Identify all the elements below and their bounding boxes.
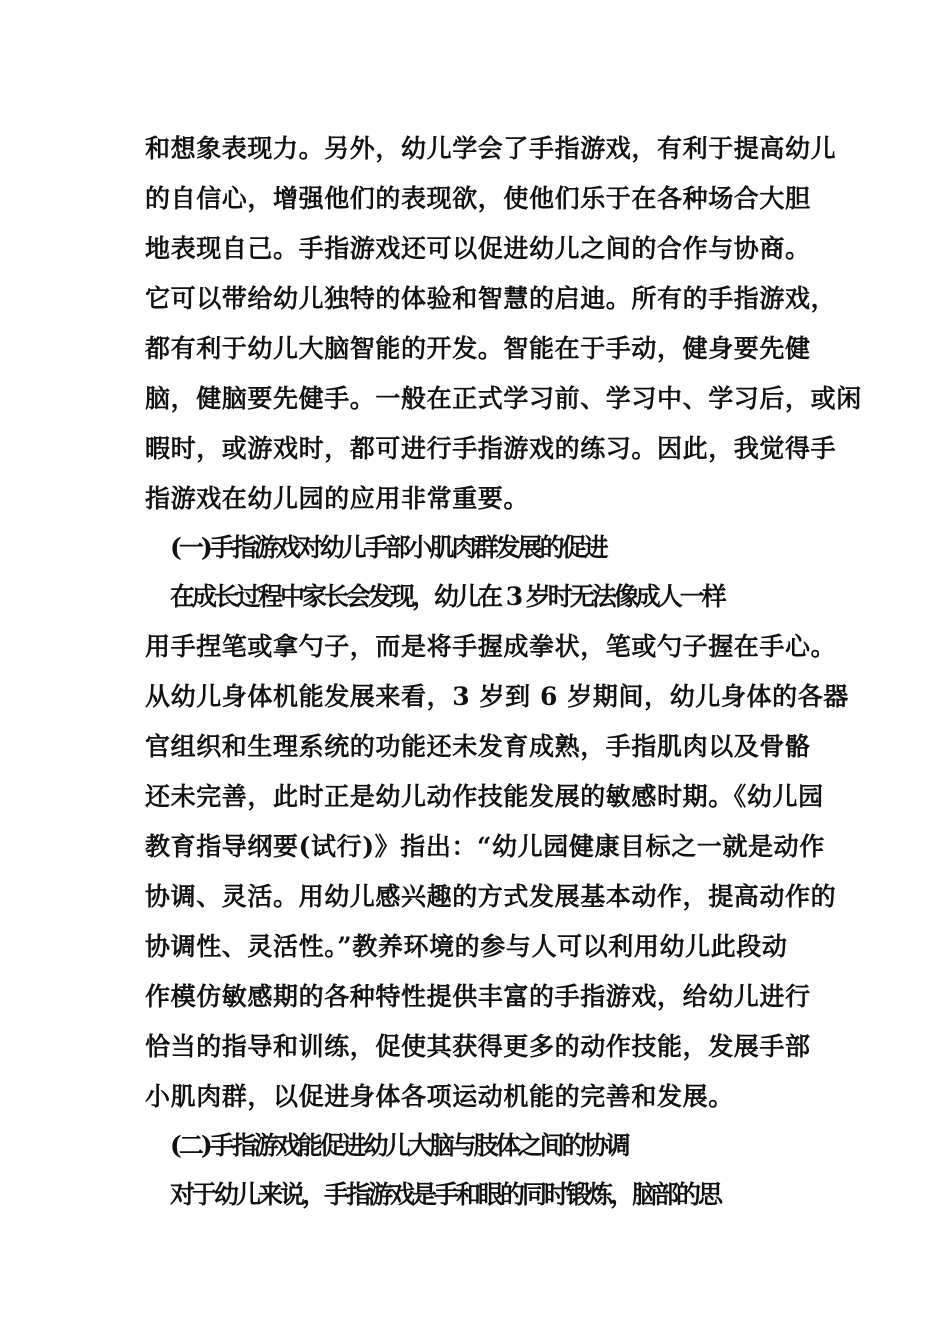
paragraph-line: 从幼儿身体机能发展来看，3 岁到 6 岁期间，幼儿身体的各器 — [145, 682, 849, 711]
paragraph-line: 地表现自己。手指游戏还可以促进幼儿之间的合作与协商。 — [145, 234, 811, 263]
paragraph-line: 暇时，或游戏时，都可进行手指游戏的练习。因此，我觉得手 — [145, 434, 837, 463]
paragraph-line: 教育指导纲要(试行)》指出：“幼儿园健康目标之一就是动作 — [145, 832, 825, 861]
paragraph-line: 小肌肉群，以促进身体各项运动机能的完善和发展。 — [145, 1082, 734, 1111]
paragraph-line: 用手捏笔或拿勺子，而是将手握成拳状，笔或勺子握在手心。 — [145, 632, 837, 661]
paragraph-line: 官组织和生理系统的功能还未发育成熟，手指肌肉以及骨骼 — [145, 732, 811, 761]
paragraph-line: 指游戏在幼儿园的应用非常重要。 — [145, 484, 530, 513]
paragraph-line: 作模仿敏感期的各种特性提供丰富的手指游戏，给幼儿进行 — [145, 982, 811, 1011]
paragraph-line: 恰当的指导和训练，促使其获得更多的动作技能，发展手部 — [145, 1032, 811, 1061]
paragraph-line: 对于幼儿来说，手指游戏是手和眼的同时锻炼，脑部的思 — [170, 1180, 721, 1209]
paragraph-line: 在成长过程中家长会发现，幼儿在 3 岁时无法像成人一样 — [170, 582, 724, 611]
paragraph-line: 和想象表现力。另外，幼儿学会了手指游戏，有利于提高幼儿 — [145, 134, 837, 163]
section-heading: (二)手指游戏能促进幼儿大脑与肢体之间的协调 — [170, 1131, 628, 1160]
paragraph-line: 都有利于幼儿大脑智能的开发。智能在于手动，健身要先健 — [145, 334, 811, 363]
paragraph-line: 脑，健脑要先健手。一般在正式学习前、学习中、学习后，或闲 — [145, 384, 862, 413]
paragraph-line: 协调性、灵活性。”教养环境的参与人可以利用幼儿此段动 — [145, 932, 788, 961]
section-heading: (一)手指游戏对幼儿手部小肌肉群发展的促进 — [170, 533, 606, 562]
paragraph-line: 它可以带给幼儿独特的体验和智慧的启迪。所有的手指游戏， — [145, 284, 837, 313]
paragraph-line: 还未完善，此时正是幼儿动作技能发展的敏感时期。《幼儿园 — [145, 782, 824, 811]
paragraph-line: 协调、灵活。用幼儿感兴趣的方式发展基本动作，提高动作的 — [145, 882, 837, 911]
paragraph-line: 的自信心，增强他们的表现欲，使他们乐于在各种场合大胆 — [145, 184, 811, 213]
